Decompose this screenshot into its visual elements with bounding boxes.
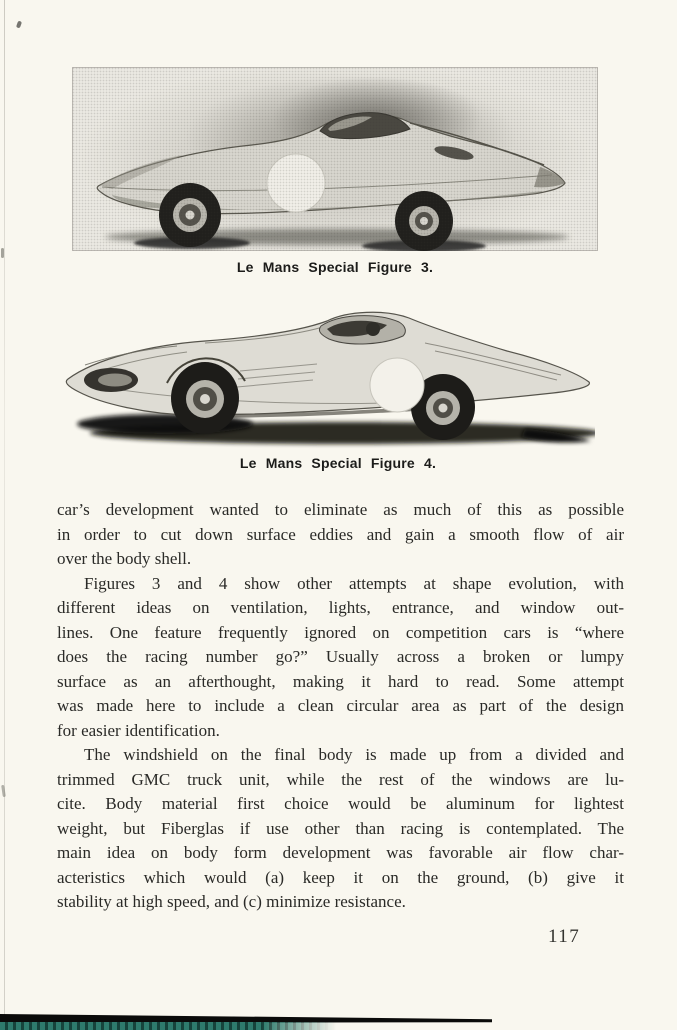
front-wheel: [159, 183, 221, 247]
text-line: does the racing number go?” Usually across a broken or lumpy: [57, 647, 624, 666]
page-number: 117: [548, 926, 581, 947]
text-line: acteristics which would (a) keep it on the ground, (b) give it: [57, 867, 624, 887]
page-gutter-shadow: [4, 0, 5, 1030]
text-line: stability at high speed, and (c) minimize resistance.: [57, 892, 406, 911]
figure-4-photo: [55, 293, 595, 453]
text-line: lines. One feature frequently ignored on competition cars is “where: [57, 622, 624, 642]
text-line: main idea on body form development was favorable air flow char-: [57, 843, 624, 862]
paragraph-1: [57, 498, 624, 572]
car-illustration-figure-3: [72, 67, 598, 251]
text-line: cite. Body material first choice would be aluminum for lightest: [57, 794, 624, 813]
rear-wheel: [395, 191, 453, 251]
figure-3-photo: [72, 67, 598, 251]
text-line: trimmed GMC truck unit, while the rest of the windows are lu-: [57, 769, 624, 789]
figure-3-caption: Le Mans Special Figure 3.: [236, 259, 434, 275]
paragraph-2: [57, 572, 624, 744]
car-shadow: [77, 414, 595, 444]
text-line: different ideas on ventilation, lights, entrance, and window out-: [57, 598, 624, 617]
racing-number-circle: [370, 358, 424, 412]
scan-speck: [1, 248, 4, 258]
text-line: Figures 3 and 4 show other attempts at shape evolution, with: [84, 573, 624, 593]
scan-edge-teal: [0, 1022, 336, 1030]
body-text: [57, 498, 624, 915]
scan-speck: [16, 21, 22, 29]
text-line: in order to cut down surface eddies and gain a smooth flow of air: [57, 524, 624, 544]
text-line: over the body shell.: [57, 549, 192, 568]
racing-number-circle: [267, 154, 325, 212]
scan-speck: [1, 785, 6, 797]
text-line: weight, but Fiberglas if use other than racing is contemplated. The: [57, 818, 624, 838]
text-line: was made here to include a clean circular area as part of the design: [57, 696, 624, 715]
text-line: surface as an afterthought, making it hard to read. Some attempt: [57, 671, 624, 691]
paragraph-3: [57, 743, 624, 915]
figure-4-caption: Le Mans Special Figure 4.: [239, 455, 437, 471]
text-line: car’s development wanted to eliminate as much of this as possible: [57, 500, 624, 519]
car-body: [66, 312, 589, 417]
text-line: for easier identification.: [57, 720, 220, 740]
text-line: The windshield on the final body is made up from a divided and: [84, 745, 624, 764]
car-illustration-figure-4: [55, 293, 595, 453]
